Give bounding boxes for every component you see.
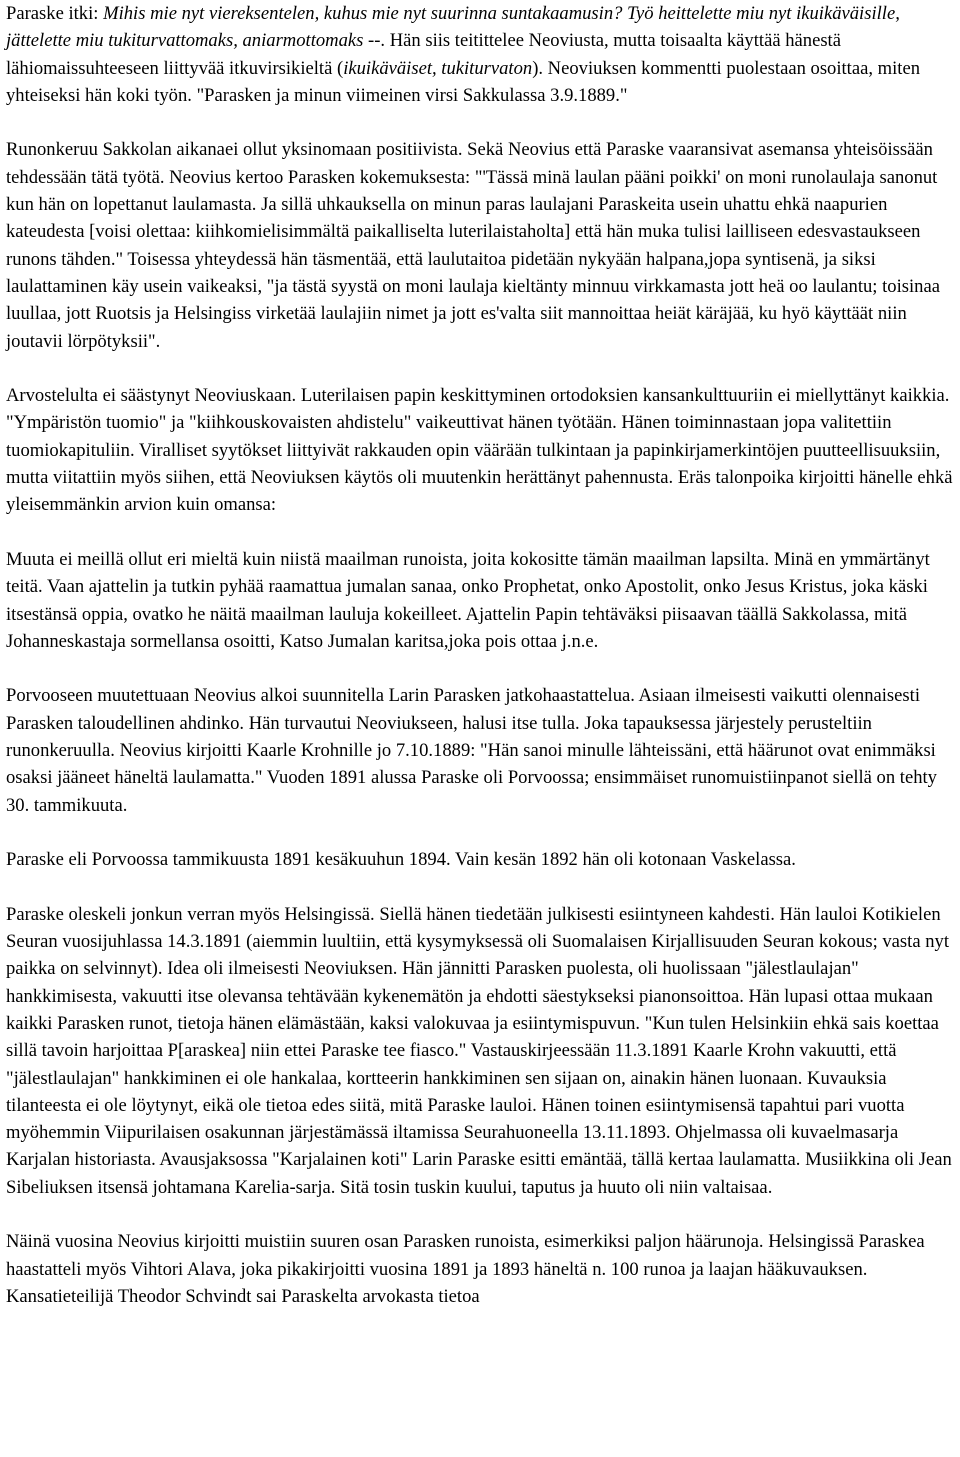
- paragraph-lament-intro: Paraske itki:: [6, 3, 104, 24]
- paragraph-recordings: Näinä vuosina Neovius kirjoitti muistiin suuren osan Parasken runoista, esimerkiksi paljon häärunoja. Helsingissä Paraskea haastatteli myös Vihtori Alava, joka pikakirjoitti vuosina 1891 ja 1893 häneltä n. 100 runoa ja laajan hääkuvauksen. Kansatieteilijä Theodor Schvindt sai Paraskelta arvokasta tietoa: [6, 1231, 925, 1307]
- paragraph-peasant-letter: Muuta ei meillä ollut eri mieltä kuin niistä maailman runoista, joita kokositte tämän maailman lapsilta. Minä en ymmärtänyt teitä. Vaan ajattelin ja tutkin pyhää raamattua jumalan sanaa, onko Prophetat, onko Apostolit, onko Jesus Kristus, joka käski itsestänsä oppia, ovatko he näitä maailman lauluja kokeilleet. Ajattelin Papin tehtäväksi piisaavan täällä Sakkolassa, mitä Johanneskastaja sormellansa osoitti, Katso Jumalan karitsa,joka pois ottaa j.n.e.: [6, 548, 930, 652]
- paragraph-criticism: Arvostelulta ei säästynyt Neoviuskaan. Luterilaisen papin keskittyminen ortodoksien kansankulttuuriin ei miellyttänyt kaikkia. "Ympäristön tuomio" ja "kiihkouskovaisten ahdistelu" vaikeuttivat hänen työtään. Hänen toiminnastaan jopa valitettiin tuomiokapituliin. Viralliset syytökset liittyivät rakkauden opin väärään tulkintaan ja papinkirjamerkintöjen puutteellisuuksiin, mutta viitattiin myös siihen, että Neoviuksen käytös oli muutenkin herättänyt pahennusta. Eräs talonpoika kirjoitti hänelle ehkä yleisemmänkin arvion kuin omansa:: [6, 385, 953, 516]
- lament-quote: Mihis mie nyt viereksentelen, kuhus mie nyt suurinna suntakaamusin? Työ heittelette miu nyt ikuikäväisille, jättelette miu tukiturvattomaks, aniarmottomaks --: [6, 3, 900, 52]
- paragraph-lament: [6, 0, 954, 109]
- paragraph-collecting: Runonkeruu Sakkolan aikanaei ollut yksinomaan positiivista. Sekä Neovius että Paraske vaaransivat asemansa yhteisöissään tehdessään tätä työtä. Neovius kertoo Parasken kokemuksesta: "'Tässä minä laulan pääni poikki' on moni runolaulaja sanonut kun hän on lopettanut laulamasta. Ja sillä uhkauksella on minun paras laulajani Paraskeita usein uhattu ehkä naapurien kateudesta [voisi olettaa: kiihkomielisimmältä paikalliselta luterilaistaholta] että hän muka tulisi lailliseen edesvastaukseen runons tähden." Toisessa yhteydessä hän täsmentää, että laulutaitoa pidetään nykyään halpana,jopa syntisenä, ja siksi laulattaminen käy usein vaikeaksi, "ja tästä syystä on moni laulaja kieltänty minnuu virkkamasta jott heä oo laulantu; toisinaa luullaa, jott Ruotsis ja Helsingiss virketää laulajiin nimet ja jott es'valta siit mannoittaa heiät käräjää, ku hyö käyttäät niin joutavii lörpötyksii".: [6, 139, 940, 352]
- paragraph-porvoo-years: Paraske eli Porvoossa tammikuusta 1891 kesäkuuhun 1894. Vain kesän 1892 hän oli kotonaan Vaskelassa.: [6, 849, 796, 871]
- paragraph-porvoo: Porvooseen muutettuaan Neovius alkoi suunnitella Larin Parasken jatkohaastattelua. Asiaan ilmeisesti vaikutti olennaisesti Parasken taloudellinen ahdinko. Hän turvautui Neoviukseen, halusi itse tulla. Joka tapauksessa järjestely perusteltiin runonkeruulla. Neovius kirjoitti Kaarle Krohnille jo 7.10.1889: "Hän sanoi minulle lähteissäni, että häärunot ovat enimmäksi osaksi jääneet häneltä laulamatta." Vuoden 1891 alussa Paraske oli Porvoossa; ensimmäiset runomuistiinpanot siellä on tehty 30. tammikuuta.: [6, 685, 937, 816]
- paragraph-lament-closing: ). Neoviuksen kommentti puolestaan osoittaa, miten yhteiseksi hän koki työn. "Parasken ja minun viimeinen virsi Sakkulassa 3.9.1889.": [6, 57, 920, 106]
- lament-terms: ikuikäväiset, tukiturvaton: [343, 57, 533, 79]
- paragraph-lament-commentary: . Hän siis teitittelee Neoviusta, mutta toisaalta käyttää hänestä lähiomaissuhteeseen liittyvää itkuvirsikieltä (: [6, 30, 841, 79]
- paragraph-helsinki: Paraske oleskeli jonkun verran myös Helsingissä. Siellä hänen tiedetään julkisesti esiintyneen kahdesti. Hän lauloi Kotikielen Seuran vuosijuhlassa 14.3.1891 (aiemmin luultiin, että kysymyksessä oli Suomalaisen Kirjallisuuden Seuran kokous; vasta nyt paikka on selvinnyt). Idea oli ilmeisesti Neoviuksen. Hän jännitti Parasken puolesta, oli huolissaan "jälestlaulajan" hankkimisesta, vakuutti itse olevansa tehtävään kykenemätön ja ehdotti säestykseksi pianonsoittoa. Hän lupasi ottaa mukaan kaikki Parasken runot, tietoja hänen elämästään, kaksi valokuvaa ja esiintymispuvun. "Kun tulen Helsinkiin ehkä sais koettaa sillä tavoin harjoittaa P[araskea] niin ettei Paraske tee fiasco." Vastauskirjeessään 11.3.1891 Kaarle Krohn vakuutti, että "jälestlaulajan" hankkiminen ei ole hankalaa, kortteerin hankkiminen sen sijaan on, ainakin hänen luonaan. Kuvauksia tilanteesta ei ole löytynyt, eikä ole tietoa edes siitä, mitä Paraske lauloi. Hänen toinen esiintymisensä tapahtui pari vuotta myöhemmin Viipurilaisen osakunnan järjestämässä iltamissa Seurahuoneella 13.11.1893. Ohjelmassa oli kuvaelmasarja Karjalan historiasta. Avausjaksossa "Karjalainen koti" Larin Paraske esitti emäntää, tällä kertaa laulamatta. Musiikkina oli Jean Sibeliuksen itsensä johtamana Karelia-sarja. Sitä tosin tuskin kuului, taputus ja huuto oli niin valtaisaa.: [6, 903, 952, 1198]
